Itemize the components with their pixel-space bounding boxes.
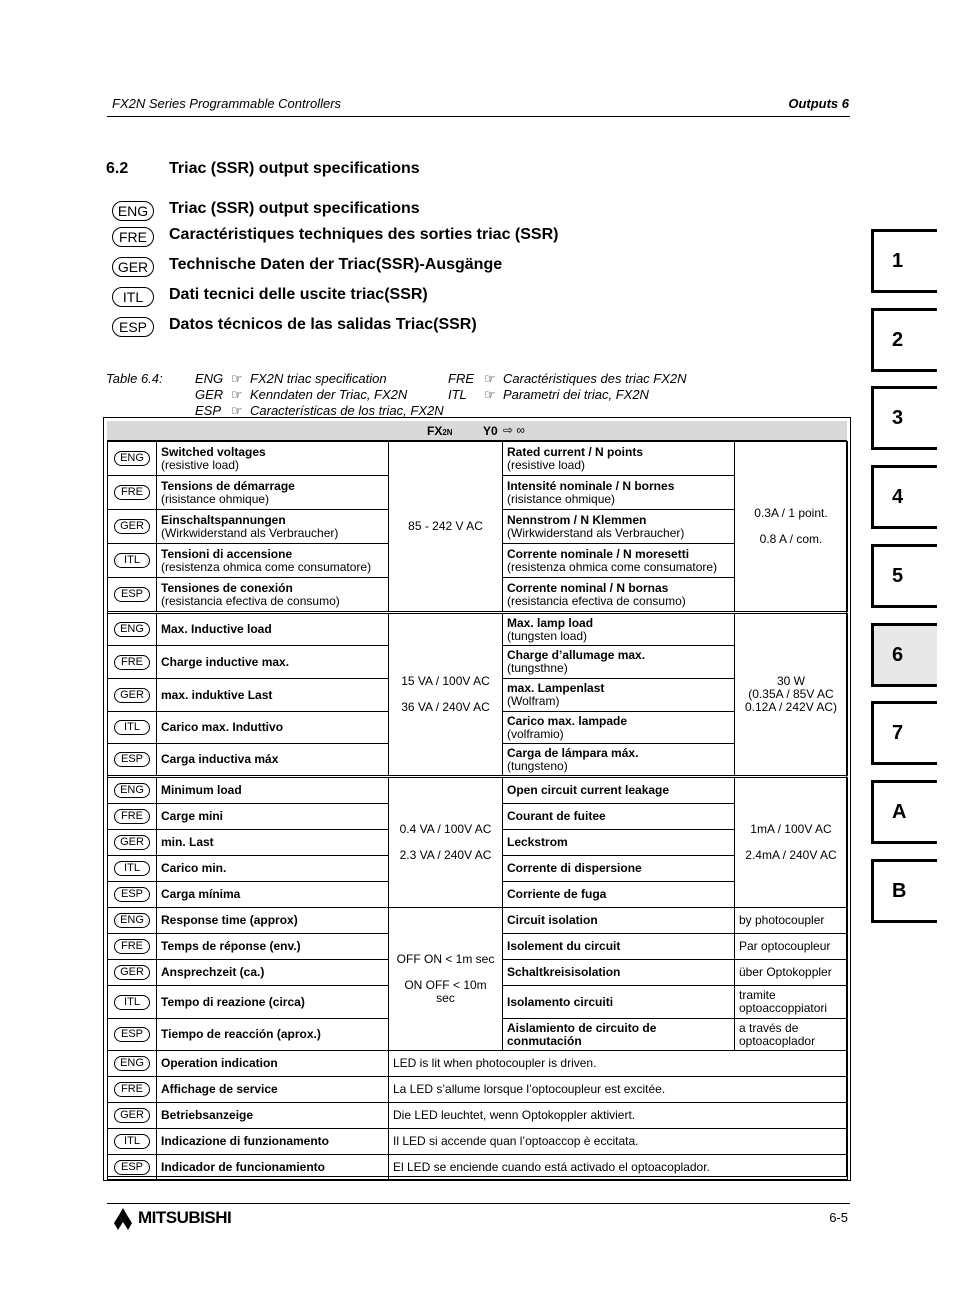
param-cell: Leckstrom (503, 830, 735, 856)
param-cell: Circuit isolation (503, 908, 735, 934)
lang-badge: GER (114, 519, 150, 534)
param-cell: Carge mini (157, 804, 389, 830)
param-cell: Switched voltages (resistive load) (157, 442, 389, 476)
param-cell: Temps de réponse (env.) (157, 934, 389, 960)
chapter-tab-6[interactable]: 6 (871, 623, 937, 687)
caption-code: ENG (195, 371, 224, 386)
value-cell: a través de optoacoplador (735, 1019, 848, 1051)
param-cell: Einschaltspannungen (Wirkwiderstand als Verbraucher) (157, 510, 389, 544)
lang-cell (108, 856, 157, 882)
param-cell: Carga de lámpara máx. (tungsteno) (503, 744, 735, 776)
table-title-bar (107, 421, 847, 441)
lang-cell (108, 1019, 157, 1051)
param-cell: Open circuit current leakage (503, 778, 735, 804)
caption-text: Características de los triac, FX2N (250, 403, 444, 418)
lang-cell (108, 578, 157, 612)
lang-badge: ESP (114, 1160, 150, 1175)
lang-badge: ITL (114, 1134, 150, 1149)
chapter-tab-7[interactable]: 7 (871, 701, 937, 765)
mitsubishi-logo (110, 1208, 232, 1230)
running-header-title: FX2N Series Programmable Controllers (112, 96, 342, 111)
caption-text: FX2N triac specification (250, 371, 387, 386)
param-cell: Minimum load (157, 778, 389, 804)
spec-block-operation-indication (107, 1050, 848, 1180)
spec-block-minimum-load (107, 777, 848, 908)
lang-badge: ITL (114, 720, 150, 735)
lang-badge: ENG (114, 783, 150, 798)
value-cell: 0.4 VA / 100V AC 2.3 VA / 240V AC (389, 778, 503, 908)
lang-badge: FRE (114, 655, 150, 670)
value-cell: 15 VA / 100V AC 36 VA / 240V AC (389, 614, 503, 776)
lang-badge: ENG (114, 1056, 150, 1071)
lang-badge: ESP (114, 887, 150, 902)
lang-cell (108, 804, 157, 830)
value-cell: LED is lit when photocoupler is driven. (389, 1051, 848, 1077)
lang-cell (108, 830, 157, 856)
param-cell: Corrente nominale / N moresetti (resistenza ohmica come consumatore) (503, 544, 735, 578)
chapter-tab-1[interactable]: 1 (871, 229, 937, 293)
lang-badge: ESP (114, 1027, 150, 1042)
lang-cell (108, 744, 157, 776)
lang-badge: GER (114, 835, 150, 850)
param-cell: Affichage de service (157, 1077, 389, 1103)
param-cell: Isolement du circuit (503, 934, 735, 960)
lang-cell (108, 544, 157, 578)
table-caption-label: Table 6.4: (106, 371, 163, 386)
lang-badge: ENG (114, 913, 150, 928)
param-cell: Indicador de funcionamiento (157, 1155, 389, 1180)
chapter-tab-b[interactable]: B (871, 859, 937, 923)
param-cell: Ansprechzeit (ca.) (157, 960, 389, 986)
lang-cell (108, 614, 157, 646)
param-cell: Carico min. (157, 856, 389, 882)
lang-cell (108, 986, 157, 1019)
param-cell: min. Last (157, 830, 389, 856)
param-cell: Carga mínima (157, 882, 389, 908)
value-cell: El LED se enciende cuando está activado el optoacoplador. (389, 1155, 848, 1180)
value-cell: 0.3A / 1 point. 0.8 A / com. (735, 442, 848, 612)
value-cell: 85 - 242 V AC (389, 442, 503, 612)
lang-badge: FRE (114, 1082, 150, 1097)
caption-code: GER (195, 387, 224, 402)
section-number: 6.2 (106, 160, 129, 177)
chapter-tab-a[interactable]: A (871, 780, 937, 844)
footer-rule (107, 1203, 850, 1204)
value-cell: OFF ON < 1m sec ON OFF < 10m sec (389, 908, 503, 1051)
lang-badge: FRE (114, 809, 150, 824)
chapter-tab-3[interactable]: 3 (871, 386, 937, 450)
lang-badge: ESP (114, 587, 150, 602)
lang-badge: ITL (114, 995, 150, 1010)
lang-cell (108, 712, 157, 744)
caption-code: FRE (448, 371, 474, 386)
lang-badge: ITL (112, 287, 154, 307)
param-cell: Response time (approx) (157, 908, 389, 934)
param-cell: Tensioni di accensione (resistenza ohmica come consumatore) (157, 544, 389, 578)
lang-badge: ESP (114, 752, 150, 767)
pointing-hand-icon: ☞ (231, 387, 243, 402)
param-cell: Corriente de fuga (503, 882, 735, 908)
lang-heading-text: Technische Daten der Triac(SSR)-Ausgänge (169, 256, 503, 273)
param-cell: Courant de fuitee (503, 804, 735, 830)
param-cell: Max. lamp load (tungsten load) (503, 614, 735, 646)
lang-badge: GER (114, 965, 150, 980)
table-title-range: ⇨ ∞ (503, 423, 525, 437)
table-title-output: Y0 (483, 424, 498, 438)
caption-code: ESP (195, 403, 222, 418)
lang-cell (108, 1155, 157, 1180)
param-cell: Schaltkreisisolation (503, 960, 735, 986)
param-cell: Charge d’allumage max. (tungsthne) (503, 646, 735, 679)
lang-badge: ITL (114, 861, 150, 876)
value-cell: 30 W (0.35A / 85V AC 0.12A / 242V AC) (735, 614, 848, 776)
lang-badge: GER (112, 257, 154, 277)
lang-cell (108, 1103, 157, 1129)
param-cell: Charge inductive max. (157, 646, 389, 679)
lang-heading-text: Datos técnicos de las salidas Triac(SSR) (169, 316, 477, 333)
lang-badge: FRE (114, 939, 150, 954)
spec-block-voltage (107, 441, 848, 612)
param-cell: Tempo di reazione (circa) (157, 986, 389, 1019)
brand-name: MITSUBISHI (138, 1208, 232, 1227)
value-cell: 1mA / 100V AC 2.4mA / 240V AC (735, 778, 848, 908)
param-cell: Isolamento circuiti (503, 986, 735, 1019)
page-number: 6-5 (829, 1210, 848, 1225)
param-cell: Aislamiento de circuito de conmutación (503, 1019, 735, 1051)
spec-block-inductive-load (107, 613, 848, 776)
pointing-hand-icon: ☞ (231, 403, 243, 418)
pointing-hand-icon: ☞ (231, 371, 243, 386)
lang-cell (108, 1051, 157, 1077)
lang-cell (108, 679, 157, 712)
pointing-hand-icon: ☞ (484, 371, 496, 386)
lang-heading-text: Triac (SSR) output specifications (169, 200, 420, 217)
param-cell: Intensité nominale / N bornes (risistance ohmique) (503, 476, 735, 510)
param-cell: Max. Inductive load (157, 614, 389, 646)
lang-badge: ENG (112, 201, 154, 221)
lang-badge: ENG (114, 622, 150, 637)
param-cell: Carga inductiva máx (157, 744, 389, 776)
pointing-hand-icon: ☞ (484, 387, 496, 402)
lang-badge: ENG (114, 451, 150, 466)
table-title-model: FX2N (427, 424, 453, 438)
caption-text: Kenndaten der Triac, FX2N (250, 387, 408, 402)
value-cell: Il LED si accende quan l’optoaccop è eccitata. (389, 1129, 848, 1155)
param-cell: Indicazione di funzionamento (157, 1129, 389, 1155)
value-cell: Par optocoupleur (735, 934, 848, 960)
param-cell: Corrente di dispersione (503, 856, 735, 882)
lang-cell (108, 778, 157, 804)
lang-badge: ITL (114, 553, 150, 568)
section-title: Triac (SSR) output specifications (169, 160, 420, 177)
lang-badge: GER (114, 1108, 150, 1123)
lang-cell (108, 646, 157, 679)
param-cell: Betriebsanzeige (157, 1103, 389, 1129)
lang-badge: GER (114, 688, 150, 703)
running-header-chapter: Outputs 6 (788, 96, 849, 111)
param-cell: Operation indication (157, 1051, 389, 1077)
value-cell: tramite optoaccoppiatori (735, 986, 848, 1019)
value-cell: über Optokoppler (735, 960, 848, 986)
lang-cell (108, 442, 157, 476)
lang-cell (108, 908, 157, 934)
caption-code: ITL (448, 387, 467, 402)
value-cell: by photocoupler (735, 908, 848, 934)
value-cell: La LED s’allume lorsque l’optocoupleur est excitée. (389, 1077, 848, 1103)
lang-badge: ESP (112, 317, 154, 337)
mitsubishi-diamonds-icon (110, 1208, 136, 1230)
lang-cell (108, 476, 157, 510)
param-cell: Carico max. Induttivo (157, 712, 389, 744)
lang-badge: FRE (112, 227, 154, 247)
caption-text: Caractéristiques des triac FX2N (503, 371, 687, 386)
lang-cell (108, 1129, 157, 1155)
param-cell: Rated current / N points (resistive load) (503, 442, 735, 476)
param-cell: max. induktive Last (157, 679, 389, 712)
lang-cell (108, 510, 157, 544)
param-cell: Nennstrom / N Klemmen (Wirkwiderstand als Verbraucher) (503, 510, 735, 544)
lang-badge: FRE (114, 485, 150, 500)
caption-text: Parametri dei triac, FX2N (503, 387, 649, 402)
param-cell: max. Lampenlast (Wolfram) (503, 679, 735, 712)
value-cell: Die LED leuchtet, wenn Optokoppler aktiviert. (389, 1103, 848, 1129)
spec-block-response-time (107, 907, 848, 1051)
param-cell: Tiempo de reacción (aprox.) (157, 1019, 389, 1051)
lang-heading-text: Dati tecnici delle uscite triac(SSR) (169, 286, 428, 303)
lang-heading-text: Caractéristiques techniques des sorties triac (SSR) (169, 226, 559, 243)
param-cell: Carico max. lampade (volframio) (503, 712, 735, 744)
param-cell: Tensiones de conexión (resistancia efectiva de consumo) (157, 578, 389, 612)
chapter-tab-4[interactable]: 4 (871, 465, 937, 529)
param-cell: Corrente nominal / N bornas (resistancia efectiva de consumo) (503, 578, 735, 612)
lang-cell (108, 934, 157, 960)
param-cell: Tensions de démarrage (risistance ohmique) (157, 476, 389, 510)
lang-cell (108, 1077, 157, 1103)
header-rule (107, 116, 850, 117)
chapter-tab-5[interactable]: 5 (871, 544, 937, 608)
lang-cell (108, 960, 157, 986)
chapter-tab-2[interactable]: 2 (871, 308, 937, 372)
lang-cell (108, 882, 157, 908)
